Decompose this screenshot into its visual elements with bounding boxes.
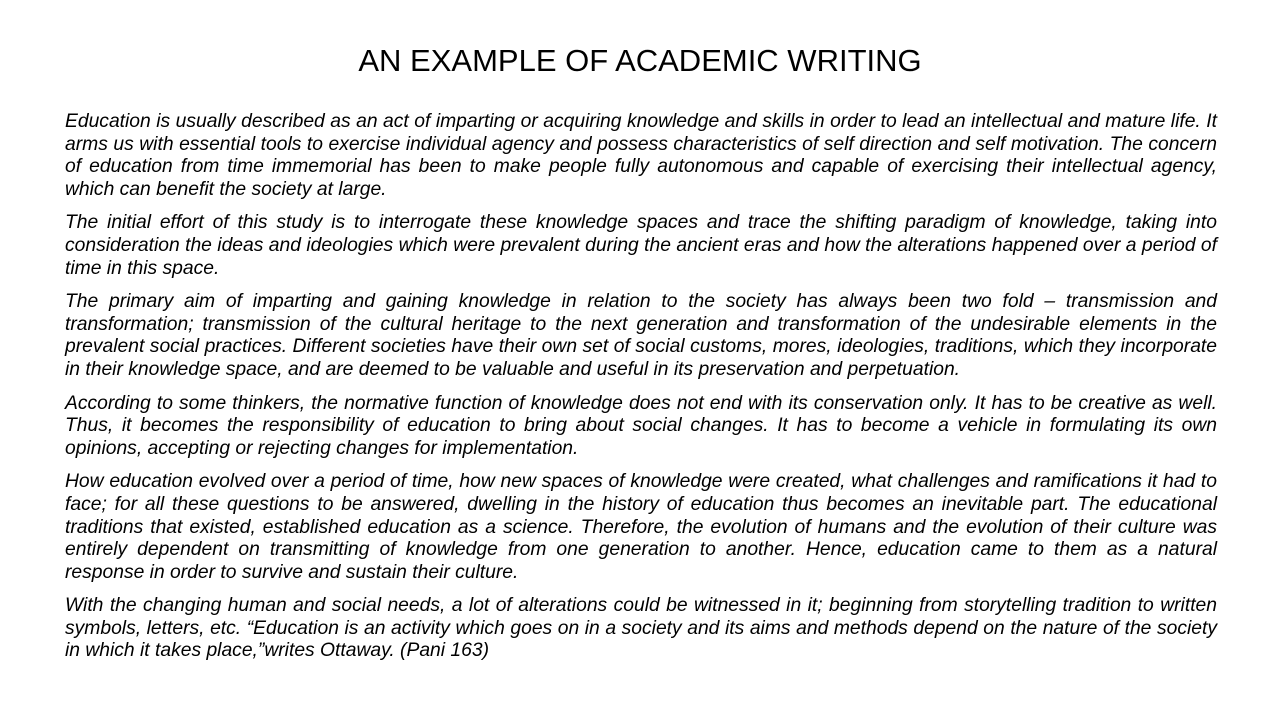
paragraph-2: The initial effort of this study is to interrogate these knowledge spaces and trace the shifting paradigm of knowledge, taking into consideration the ideas and ideologies which were prevalent during the ancient eras and how the alterations happened over a period of time in this space.	[65, 212, 1217, 279]
slide-title: AN EXAMPLE OF ACADEMIC WRITING	[358, 43, 922, 78]
paragraph-4: According to some thinkers, the normative function of knowledge does not end with its conservation only. It has to be creative as well. Thus, it becomes the responsibility of education to bring about social changes. It has to become a vehicle in formulating its own opinions, accepting or rejecting changes for implementation.	[65, 392, 1217, 459]
paragraph-6: With the changing human and social needs, a lot of alterations could be witnessed in it; beginning from storytelling tradition to written symbols, letters, etc. “Education is an activity which goes on in a society and its aims and methods depend on the nature of the society in which it takes place,”writes Ottaway. (Pani 163)	[65, 595, 1217, 662]
paragraph-1: Education is usually described as an act of imparting or acquiring knowledge and skills in order to lead an intellectual and mature life. It arms us with essential tools to exercise individual agency and possess characteristics of self direction and self motivation. The concern of education from time immemorial has been to make people fully autonomous and capable of exercising their intellectual agency, which can benefit the society at large.	[65, 111, 1217, 200]
slide-body	[65, 111, 1217, 674]
paragraph-3: The primary aim of imparting and gaining knowledge in relation to the society has always been two fold – transmission and transformation; transmission of the cultural heritage to the next generation and transformation of the undesirable elements in the prevalent social practices. Different societies have their own set of social customs, mores, ideologies, traditions, which they incorporate in their knowledge space, and are deemed to be valuable and useful in its preservation and perpetuation.	[65, 291, 1217, 380]
paragraph-5: How education evolved over a period of time, how new spaces of knowledge were created, what challenges and ramifications it had to face; for all these questions to be answered, dwelling in the history of education thus becomes an inevitable part. The educational traditions that existed, established education as a science. Therefore, the evolution of humans and the evolution of their culture was entirely dependent on transmitting of knowledge from one generation to another. Hence, education came to them as a natural response in order to survive and sustain their culture.	[65, 471, 1217, 583]
